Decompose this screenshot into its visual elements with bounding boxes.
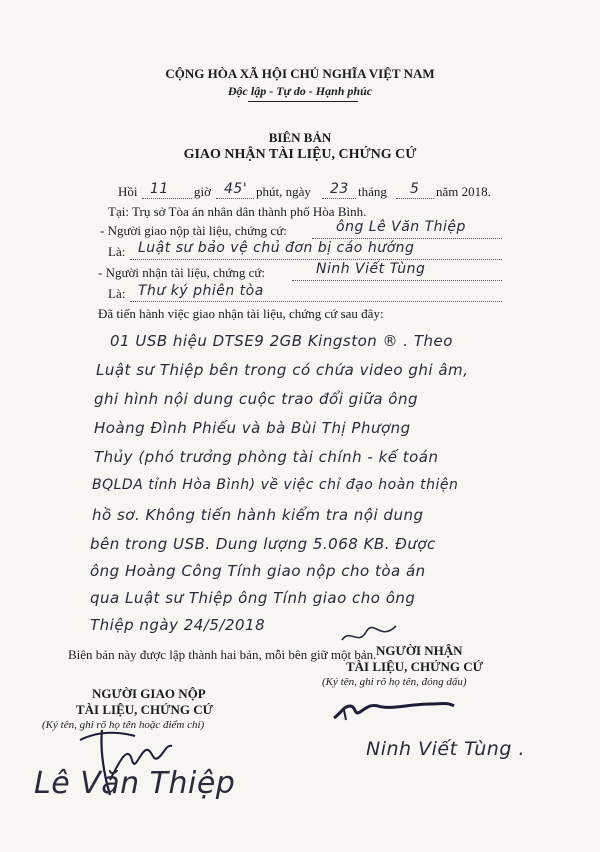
sig-left-title2: TÀI LIỆU, CHỨNG CỨ bbox=[76, 702, 213, 717]
sig-left-title1: NGƯỜI GIAO NỘP bbox=[92, 686, 206, 701]
time-thang: tháng bbox=[358, 184, 387, 199]
time-phut: phút, ngày bbox=[256, 184, 311, 199]
time-year: năm 2018. bbox=[436, 184, 491, 199]
dots-minute bbox=[216, 198, 254, 199]
closing-text: Biên bản này được lập thành hai bản, mỗi bên giữ một bản. bbox=[68, 647, 377, 662]
time-minute: 45' bbox=[224, 181, 248, 197]
body-line: BQLDA tỉnh Hòa Bình) về việc chỉ đạo hoàn thiện bbox=[92, 477, 459, 493]
body-line: Thiệp ngày 24/5/2018 bbox=[90, 616, 266, 634]
giver-role-label: Là: bbox=[108, 244, 126, 259]
doc-subtitle: GIAO NHẬN TÀI LIỆU, CHỨNG CỨ bbox=[183, 147, 417, 162]
sig-left-name: Lê Văn Thiệp bbox=[34, 766, 236, 801]
motto-underline bbox=[248, 101, 358, 102]
time-hour: 11 bbox=[150, 181, 169, 197]
body-line: qua Luật sư Thiệp ông Tính giao cho ông bbox=[90, 589, 416, 607]
body-line: ghi hình nội dung cuộc trao đổi giữa ông bbox=[94, 390, 418, 408]
giver-role: Luật sư bảo vệ chủ đơn bị cáo hướng bbox=[138, 240, 415, 256]
sig-right-title1: NGƯỜI NHẬN bbox=[376, 643, 463, 658]
time-gio: giờ bbox=[194, 184, 211, 199]
motto: Độc lập - Tự do - Hạnh phúc bbox=[227, 84, 373, 98]
body-line: Thủy (phó trưởng phòng tài chính - kế toán bbox=[94, 448, 439, 466]
body-line: Luật sư Thiệp bên trong có chứa video ghi âm, bbox=[96, 361, 469, 379]
dots-month bbox=[396, 198, 434, 199]
location-value: Trụ sở Tòa án nhân dân thành phố Hòa Bình. bbox=[132, 204, 367, 219]
sig-right-title2: TÀI LIỆU, CHỨNG CỨ bbox=[346, 659, 483, 674]
receiver-role-label: Là: bbox=[108, 286, 126, 301]
sig-left-note: (Ký tên, ghi rõ họ tên hoặc điểm chỉ) bbox=[42, 719, 205, 731]
dots-day bbox=[322, 198, 356, 199]
receiver-label: - Người nhận tài liệu, chứng cứ: bbox=[98, 265, 266, 280]
dots-giver-role bbox=[130, 259, 502, 260]
body-intro: Đã tiến hành việc giao nhận tài liệu, chứng cứ sau đây: bbox=[98, 306, 384, 321]
dots-receiver-name bbox=[292, 280, 502, 281]
location-label: Tại: bbox=[108, 204, 129, 219]
time-month: 5 bbox=[410, 181, 420, 197]
dots-giver-name bbox=[312, 238, 502, 239]
nation-heading: CỘNG HÒA XÃ HỘI CHỦ NGHĨA VIỆT NAM bbox=[165, 66, 435, 81]
dots-hour bbox=[142, 198, 192, 199]
body-line: ông Hoàng Công Tính giao nộp cho tòa án bbox=[90, 562, 426, 580]
body-line: Hoàng Đình Phiếu và bà Bùi Thị Phượng bbox=[94, 419, 411, 437]
body-line: bên trong USB. Dung lượng 5.068 KB. Được bbox=[90, 535, 436, 553]
body-line: 01 USB hiệu DTSE9 2GB Kingston ® . Theo bbox=[110, 332, 453, 350]
sig-right-name: Ninh Viết Tùng . bbox=[366, 738, 525, 760]
time-day: 23 bbox=[330, 181, 349, 197]
body-line: hồ sơ. Không tiến hành kiểm tra nội dung bbox=[92, 506, 424, 524]
time-hoi: Hồi bbox=[118, 184, 138, 199]
receiver-name: Ninh Viết Tùng bbox=[316, 261, 426, 277]
dots-receiver-role bbox=[130, 301, 502, 302]
doc-title: BIÊN BẢN bbox=[268, 130, 332, 145]
giver-label: - Người giao nộp tài liệu, chứng cứ: bbox=[100, 223, 287, 238]
signature-right-icon bbox=[330, 692, 470, 728]
receiver-role: Thư ký phiên tòa bbox=[138, 283, 264, 299]
sig-right-note: (Ký tên, ghi rõ họ tên, đóng dấu) bbox=[322, 676, 467, 688]
giver-name: ông Lê Văn Thiệp bbox=[336, 219, 466, 235]
